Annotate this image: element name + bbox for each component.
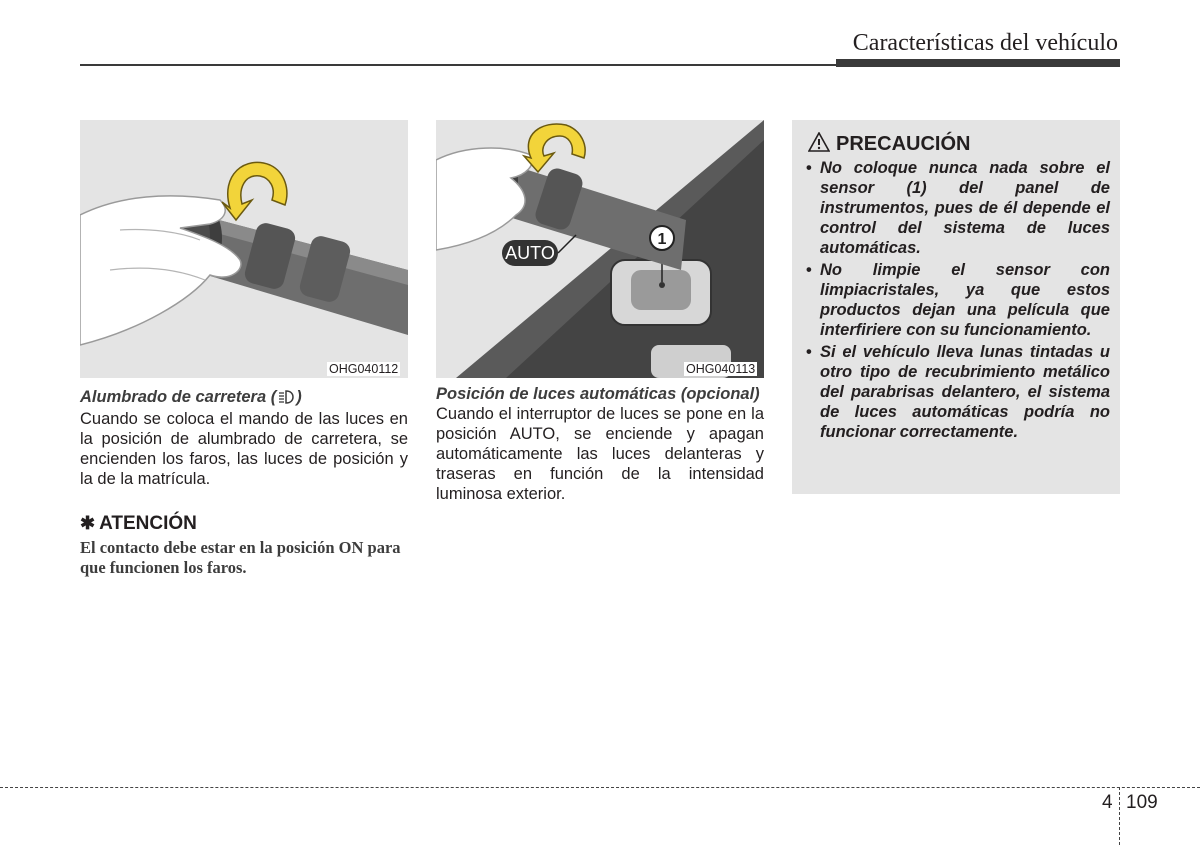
attention-heading — [80, 513, 408, 534]
figure-code: OHG040113 — [686, 362, 756, 376]
auto-light-section — [436, 384, 764, 504]
footer-rule — [0, 787, 1200, 788]
high-beam-icon — [278, 389, 294, 409]
headlight-stalk-illustration — [80, 120, 408, 378]
caution-item: • No limpie el sensor con limpiacristales, ya que estos productos dejan una película que interfiriere con su funcionamiento. — [806, 260, 1110, 340]
caution-list — [806, 158, 1110, 444]
section-body: Cuando el interruptor de luces se pone en la posición AUTO, se enciende y apagan automáticamente las luces delanteras y traseras en función de la intensidad luminosa exterior. — [436, 405, 764, 503]
caution-title: PRECAUCIÓN — [836, 133, 971, 155]
footer-divider — [1119, 787, 1120, 845]
attention-title: ATENCIÓN — [99, 513, 197, 534]
figure-code: OHG040112 — [329, 362, 399, 376]
subhead-text: Alumbrado de carretera ( — [80, 388, 277, 406]
auto-label: AUTO — [505, 243, 555, 263]
page-header-title: Características del vehículo — [852, 30, 1118, 56]
sensor-number-label: 1 — [657, 231, 667, 248]
caution-item: • Si el vehículo lleva lunas tintadas u otro tipo de recubrimiento metálico del parabrisas delantero, el sistema de luces automáticas podría no funcionar correctamente. — [806, 342, 1110, 442]
section-subhead: Posición de luces automáticas (opcional) — [436, 385, 760, 403]
asterisk-icon: ✱ — [80, 513, 96, 533]
section-subhead — [80, 387, 408, 409]
attention-text: El contacto debe estar en la posición ON para que funcionen los faros. — [80, 538, 401, 577]
caution-box — [792, 120, 1120, 494]
warning-triangle-icon — [808, 132, 830, 157]
caution-item: • No coloque nunca nada sobre el sensor (1) del panel de instrumentos, pues de él depende el control del sistema de luces automáticas. — [806, 158, 1110, 258]
header-rule — [80, 64, 840, 66]
chapter-number: 4 — [1102, 792, 1113, 813]
auto-light-sensor-illustration — [436, 120, 764, 378]
caution-heading — [808, 132, 970, 157]
subhead-close: ) — [296, 388, 302, 406]
high-beam-section — [80, 387, 408, 578]
page-number: 109 — [1126, 792, 1158, 813]
section-body: Cuando se coloca el mando de las luces en la posición de alumbrado de carretera, se encienden los faros, las luces de posición y la de la matrícula. — [80, 410, 408, 488]
header-rule-accent — [836, 59, 1120, 67]
